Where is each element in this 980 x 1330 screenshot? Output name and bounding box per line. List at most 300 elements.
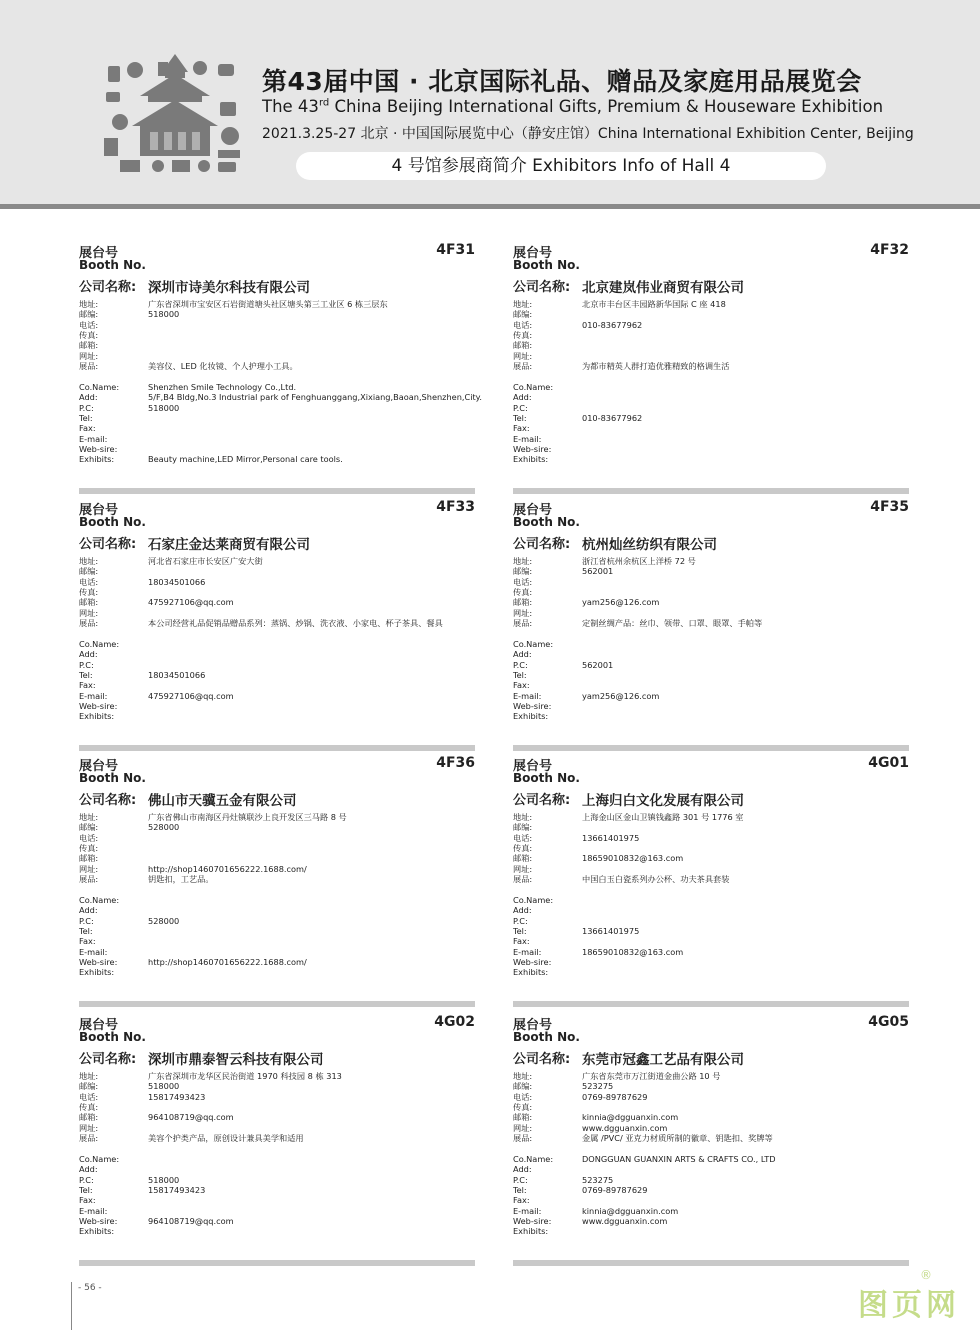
field-label: Exhibits: <box>79 967 115 978</box>
field-label: 网址: <box>513 1122 533 1133</box>
field-value: 518000 <box>148 1174 180 1185</box>
info-row-exhibits <box>513 618 909 628</box>
field-value: 5/F,B4 Bldg,No.3 Industrial park of Fenghuanggang,Xixiang,Baoan,Shenzhen,City. <box>148 392 482 403</box>
field-label: 地址: <box>513 556 533 566</box>
booth-label-en: Booth No. <box>79 258 146 272</box>
field-label: 展品: <box>513 1132 533 1143</box>
field-label: 展品: <box>79 873 99 884</box>
field-label: P.C: <box>513 402 528 413</box>
info-row-co-name <box>513 1154 909 1164</box>
info-row-fax-en <box>79 423 475 433</box>
info-row-web <box>79 351 475 361</box>
booth-number: 4G01 <box>868 755 909 771</box>
field-value: 为都市精英人群打造优雅精致的格调生活 <box>582 360 730 371</box>
field-label: 电话: <box>513 832 533 843</box>
exhibitor-card <box>513 755 909 1007</box>
info-row-tel <box>513 320 909 330</box>
booth-number: 4F36 <box>436 755 475 771</box>
info-row-fax <box>513 587 909 597</box>
info-row-tel <box>513 833 909 843</box>
booth-label-cn: 展台号 <box>79 503 119 518</box>
field-value: Shenzhen Smile Technology Co.,Ltd. <box>148 382 297 392</box>
info-row-pc <box>79 403 475 413</box>
field-value: 广东省东莞市万江街道金曲公路 10 号 <box>582 1071 721 1081</box>
info-row-fax-en <box>79 1195 475 1205</box>
field-value: 010-83677962 <box>582 412 643 423</box>
info-row-tel-en <box>513 926 909 936</box>
page-number: - 56 - <box>78 1283 102 1293</box>
info-row-tel-en <box>79 926 475 936</box>
info-row-addr <box>513 556 909 566</box>
field-value: 金属 /PVC/ 亚克力材质所制的徽章、钥匙扣、奖牌等 <box>582 1132 773 1143</box>
info-row-email-en <box>79 434 475 444</box>
info-row-web-en <box>79 444 475 454</box>
field-label: 邮编: <box>513 822 533 833</box>
field-label: 电话: <box>79 576 99 587</box>
company-name: 石家庄金达莱商贸有限公司 <box>148 537 310 553</box>
booth-number: 4F35 <box>870 499 909 515</box>
info-row-exhibits-en <box>79 711 475 721</box>
info-row-pc <box>79 660 475 670</box>
info-row-web-en <box>79 957 475 967</box>
field-label: 地址: <box>513 299 533 309</box>
field-label: E-mail: <box>513 690 542 701</box>
booth-label-en: Booth No. <box>513 1030 580 1044</box>
field-label: E-mail: <box>513 433 542 444</box>
info-row-email <box>79 1112 475 1122</box>
info-row-email <box>79 340 475 350</box>
field-label: 展品: <box>513 360 533 371</box>
exhibitor-card <box>79 242 482 494</box>
info-row-tel-en <box>79 670 475 680</box>
field-label: P.C: <box>79 1174 94 1185</box>
field-value: 上海金山区金山卫镇钱鑫路 301 号 1776 室 <box>582 812 744 822</box>
info-row-tel-en <box>513 670 909 680</box>
info-row-web <box>79 608 475 618</box>
field-label: 传真: <box>513 329 533 340</box>
field-label: Co.Name: <box>513 1154 554 1164</box>
field-label: Tel: <box>79 669 93 680</box>
company-name: 上海归白文化发展有限公司 <box>582 793 744 809</box>
field-label: Add: <box>513 1164 532 1175</box>
field-label: Fax: <box>79 936 96 947</box>
field-value: yam256@126.com <box>582 690 660 701</box>
info-row-addr <box>79 299 475 309</box>
card-divider <box>79 745 475 751</box>
info-row-exhibits-en <box>513 1226 909 1236</box>
field-label: P.C: <box>79 659 94 670</box>
info-row-exhibits-en <box>513 967 909 977</box>
info-row-web-en <box>513 957 909 967</box>
field-value: 本公司经营礼品促销品赠品系列：蒸锅、炒锅、洗衣液、小家电、杯子茶具、餐具 <box>148 617 443 628</box>
card-divider <box>513 1001 909 1007</box>
info-row-add <box>79 1164 475 1174</box>
info-row-add <box>513 649 909 659</box>
info-row-exhibits-en <box>513 454 909 464</box>
field-label: Co.Name: <box>79 382 120 392</box>
info-row-pc <box>79 916 475 926</box>
exhibitor-card <box>513 242 909 494</box>
field-label: Tel: <box>513 1184 527 1195</box>
field-label: Exhibits: <box>513 1226 549 1237</box>
booth-label-en: Booth No. <box>79 771 146 785</box>
info-row-email-en <box>79 1206 475 1216</box>
info-row-fax <box>513 843 909 853</box>
info-row-web <box>513 608 909 618</box>
field-label: Web-sire: <box>79 1215 118 1226</box>
info-row-addr <box>79 556 475 566</box>
field-label: 传真: <box>513 842 533 853</box>
field-label: E-mail: <box>79 946 108 957</box>
card-divider <box>513 488 909 494</box>
field-value: 964108719@qq.com <box>148 1112 234 1123</box>
field-label: 网址: <box>513 607 533 618</box>
info-row-fax <box>79 843 475 853</box>
field-value: 北京市丰台区丰园路新华国际 C 座 418 <box>582 299 726 309</box>
company-name: 深圳市鼎泰智云科技有限公司 <box>148 1052 324 1068</box>
info-row-tel <box>79 833 475 843</box>
watermark-logo: 图页网 <box>858 1288 960 1323</box>
field-label: Fax: <box>79 680 96 691</box>
field-label: 邮编: <box>79 309 99 320</box>
field-label: Co.Name: <box>513 639 554 649</box>
field-value: 475927106@qq.com <box>148 597 234 608</box>
field-label: 邮箱: <box>79 597 99 608</box>
company-name: 杭州灿丝纺织有限公司 <box>582 537 717 553</box>
field-label: Co.Name: <box>513 895 554 905</box>
info-row-fax-en <box>513 680 909 690</box>
field-label: Exhibits: <box>513 454 549 465</box>
info-row-exhibits-en <box>513 711 909 721</box>
field-label: Exhibits: <box>513 967 549 978</box>
field-label: Co.Name: <box>79 895 120 905</box>
info-row-co-name <box>79 382 475 392</box>
field-label: 邮编: <box>513 566 533 577</box>
info-row-co-name <box>513 639 909 649</box>
info-row-email <box>513 340 909 350</box>
field-value: Beauty machine,LED Mirror,Personal care tools. <box>148 454 343 465</box>
booth-number: 4G05 <box>868 1014 909 1030</box>
field-label: Web-sire: <box>513 700 552 711</box>
field-label: P.C: <box>79 915 94 926</box>
field-value: 0769-89787629 <box>582 1184 648 1195</box>
info-row-post <box>79 309 475 319</box>
field-value: 广东省深圳市龙华区民治街道 1970 科技园 8 栋 313 <box>148 1071 342 1081</box>
info-row-addr <box>513 299 909 309</box>
header-divider <box>0 204 980 209</box>
booth-number: 4F33 <box>436 499 475 515</box>
field-value: 15817493423 <box>148 1184 206 1195</box>
exhibitor-card <box>513 1014 909 1266</box>
field-value: 518000 <box>148 1081 180 1092</box>
field-value: 010-83677962 <box>582 319 643 330</box>
info-row-addr <box>79 1071 475 1081</box>
field-label: Fax: <box>513 1195 530 1206</box>
field-value: 15817493423 <box>148 1091 206 1102</box>
field-label: 网址: <box>79 350 99 361</box>
booth-label-cn: 展台号 <box>513 1018 553 1033</box>
info-row-exhibits-en <box>79 1226 475 1236</box>
field-label: 邮箱: <box>79 853 99 864</box>
exhibitor-card <box>513 499 909 751</box>
field-label: Add: <box>79 1164 98 1175</box>
info-row-tel <box>513 577 909 587</box>
exhibition-title-en: The 43rd China Beijing International Gifts, Premium & Houseware Exhibition <box>262 97 884 116</box>
info-row-email-en <box>513 691 909 701</box>
info-row-pc <box>513 660 909 670</box>
field-value: 定制丝绸产品：丝巾、领带、口罩、眼罩、手帕等 <box>582 617 763 628</box>
field-label: P.C: <box>79 402 94 413</box>
info-row-email <box>513 1112 909 1122</box>
field-value: 562001 <box>582 566 614 577</box>
info-row-exhibits <box>79 361 475 371</box>
booth-label-cn: 展台号 <box>513 246 553 261</box>
info-row-web-en <box>513 444 909 454</box>
company-label: 公司名称: <box>513 1052 571 1067</box>
card-divider <box>513 745 909 751</box>
field-label: Fax: <box>513 423 530 434</box>
field-label: 网址: <box>79 607 99 618</box>
company-label: 公司名称: <box>79 537 137 552</box>
info-row-add <box>79 905 475 915</box>
hall-title-bar: 4 号馆参展商简介 Exhibitors Info of Hall 4 <box>296 152 826 180</box>
card-divider <box>513 1260 909 1266</box>
info-row-add <box>79 392 482 403</box>
info-row-fax <box>79 330 475 340</box>
field-value: 河北省石家庄市长安区广安大街 <box>148 556 263 566</box>
field-label: P.C: <box>513 915 528 926</box>
info-row-exhibits-en <box>79 967 475 977</box>
field-label: 网址: <box>79 1122 99 1133</box>
info-row-email-en <box>513 434 909 444</box>
field-label: P.C: <box>513 659 528 670</box>
field-label: Exhibits: <box>79 711 115 722</box>
booth-label-en: Booth No. <box>513 771 580 785</box>
registered-mark: ® <box>920 1268 932 1282</box>
field-label: Tel: <box>79 925 93 936</box>
field-value: 964108719@qq.com <box>148 1215 234 1226</box>
field-label: E-mail: <box>79 433 108 444</box>
company-label: 公司名称: <box>79 280 137 295</box>
field-label: E-mail: <box>513 1205 542 1216</box>
field-value: 518000 <box>148 402 180 413</box>
field-value: 528000 <box>148 822 180 833</box>
page-number-rule <box>71 1282 72 1330</box>
field-label: Web-sire: <box>513 443 552 454</box>
info-row-add <box>513 392 909 402</box>
info-row-email <box>513 853 909 863</box>
info-row-email-en <box>79 947 475 957</box>
field-label: 展品: <box>513 873 533 884</box>
field-label: 邮箱: <box>79 1112 99 1123</box>
info-row-fax <box>513 1102 909 1112</box>
booth-label-en: Booth No. <box>513 515 580 529</box>
field-label: Web-sire: <box>79 956 118 967</box>
company-name: 北京建岚伟业商贸有限公司 <box>582 280 744 296</box>
field-label: Tel: <box>513 412 527 423</box>
exhibitor-card <box>79 755 475 1007</box>
booth-label-cn: 展台号 <box>513 503 553 518</box>
field-value: http://shop1460701656222.1688.com/ <box>148 956 307 967</box>
field-label: 邮箱: <box>513 1112 533 1123</box>
field-value: 0769-89787629 <box>582 1091 648 1102</box>
info-row-post <box>79 822 475 832</box>
info-row-email-en <box>79 691 475 701</box>
info-row-web <box>513 864 909 874</box>
info-row-web <box>513 1123 909 1133</box>
info-row-web <box>79 1123 475 1133</box>
field-label: 电话: <box>79 1091 99 1102</box>
field-label: 展品: <box>513 617 533 628</box>
field-value: yam256@126.com <box>582 597 660 608</box>
info-row-fax-en <box>513 1195 909 1205</box>
field-label: Tel: <box>513 669 527 680</box>
field-label: 邮箱: <box>513 853 533 864</box>
field-label: 网址: <box>513 863 533 874</box>
booth-label-cn: 展台号 <box>79 1018 119 1033</box>
exhibitor-card <box>79 1014 475 1266</box>
exhibition-date-venue: 2021.3.25-27 北京 · 中国国际展览中心（静安庄馆）China International Exhibition Center, Beijing <box>262 126 914 142</box>
field-value: www.dgguanxin.com <box>582 1215 668 1226</box>
info-row-co-name <box>79 895 475 905</box>
field-label: 地址: <box>79 812 99 822</box>
field-value: 18659010832@163.com <box>582 853 684 864</box>
info-row-exhibits <box>513 1133 909 1143</box>
field-label: 邮编: <box>513 309 533 320</box>
info-row-addr <box>513 1071 909 1081</box>
info-row-co-name <box>513 382 909 392</box>
field-label: 传真: <box>79 329 99 340</box>
info-row-exhibits <box>79 1133 475 1143</box>
company-label: 公司名称: <box>513 793 571 808</box>
booth-number: 4F32 <box>870 242 909 258</box>
field-label: 地址: <box>513 1071 533 1081</box>
field-value: 523275 <box>582 1174 614 1185</box>
field-label: Add: <box>79 905 98 916</box>
field-label: Add: <box>513 392 532 403</box>
field-label: Tel: <box>513 925 527 936</box>
info-row-post <box>513 566 909 576</box>
info-row-fax <box>79 1102 475 1112</box>
field-label: 地址: <box>79 1071 99 1081</box>
field-label: Co.Name: <box>79 1154 120 1164</box>
field-label: 传真: <box>513 586 533 597</box>
info-row-exhibits <box>513 874 909 884</box>
field-value: 18034501066 <box>148 576 206 587</box>
exhibition-title-cn: 第43届中国 · 北京国际礼品、赠品及家庭用品展览会 <box>262 67 862 96</box>
info-row-email <box>79 597 475 607</box>
info-row-fax-en <box>79 936 475 946</box>
field-value: 18659010832@163.com <box>582 946 684 957</box>
info-row-tel-en <box>513 1185 909 1195</box>
info-row-email-en <box>513 947 909 957</box>
card-divider <box>79 1001 475 1007</box>
exhibitor-card <box>79 499 475 751</box>
field-label: Add: <box>79 649 98 660</box>
field-label: Fax: <box>79 423 96 434</box>
field-label: E-mail: <box>79 1205 108 1216</box>
info-row-exhibits-en <box>79 454 475 464</box>
field-value: 518000 <box>148 309 180 320</box>
field-value: 13661401975 <box>582 925 640 936</box>
field-value: kinnia@dgguanxin.com <box>582 1112 679 1123</box>
field-label: Add: <box>513 905 532 916</box>
info-row-fax-en <box>513 936 909 946</box>
info-row-co-name <box>513 895 909 905</box>
info-row-web-en <box>79 1216 475 1226</box>
field-value: http://shop1460701656222.1688.com/ <box>148 863 307 874</box>
company-name: 佛山市天骥五金有限公司 <box>148 793 297 809</box>
field-value: 13661401975 <box>582 832 640 843</box>
booth-label-en: Booth No. <box>513 258 580 272</box>
info-row-addr <box>513 812 909 822</box>
field-label: Fax: <box>513 680 530 691</box>
field-label: 邮箱: <box>513 340 533 351</box>
info-row-web-en <box>513 1216 909 1226</box>
field-label: Tel: <box>79 1184 93 1195</box>
info-row-tel <box>79 1092 475 1102</box>
field-value: 美容仪、LED 化妆镜、个人护理小工具。 <box>148 360 298 371</box>
field-label: 邮箱: <box>513 597 533 608</box>
field-label: 地址: <box>79 556 99 566</box>
booth-label-en: Booth No. <box>79 515 146 529</box>
field-label: 展品: <box>79 617 99 628</box>
field-label: 展品: <box>79 1132 99 1143</box>
company-name: 深圳市诗美尔科技有限公司 <box>148 280 310 296</box>
field-label: 邮编: <box>79 566 99 577</box>
info-row-add <box>513 905 909 915</box>
card-divider <box>79 1260 475 1266</box>
info-row-fax-en <box>79 680 475 690</box>
field-label: 传真: <box>79 842 99 853</box>
field-label: 传真: <box>79 1101 99 1112</box>
company-label: 公司名称: <box>79 1052 137 1067</box>
field-label: Exhibits: <box>79 454 115 465</box>
field-value: 钥匙扣，工艺品。 <box>148 873 214 884</box>
info-row-tel <box>79 577 475 587</box>
field-label: 电话: <box>79 832 99 843</box>
field-value: 浙江省杭州余杭区上洋桥 72 号 <box>582 556 696 566</box>
field-label: 电话: <box>79 319 99 330</box>
field-label: 邮箱: <box>79 340 99 351</box>
field-value: DONGGUAN GUANXIN ARTS & CRAFTS CO., LTD <box>582 1154 776 1164</box>
field-label: P.C: <box>513 1174 528 1185</box>
field-label: 地址: <box>513 812 533 822</box>
field-label: Fax: <box>513 936 530 947</box>
field-label: 展品: <box>79 360 99 371</box>
field-label: Co.Name: <box>79 639 120 649</box>
info-row-fax <box>79 587 475 597</box>
field-value: 美容个护类产品，原创设计兼具美学和适用 <box>148 1132 304 1143</box>
field-label: Fax: <box>79 1195 96 1206</box>
booth-label-cn: 展台号 <box>79 759 119 774</box>
field-value: 528000 <box>148 915 180 926</box>
field-value: www.dgguanxin.com <box>582 1122 668 1133</box>
field-value: kinnia@dgguanxin.com <box>582 1205 679 1216</box>
info-row-tel-en <box>79 413 475 423</box>
card-divider <box>79 488 475 494</box>
booth-number: 4G02 <box>434 1014 475 1030</box>
field-label: 网址: <box>513 350 533 361</box>
field-label: Co.Name: <box>513 382 554 392</box>
field-label: E-mail: <box>513 946 542 957</box>
field-label: E-mail: <box>79 690 108 701</box>
info-row-exhibits <box>513 361 909 371</box>
info-row-pc <box>513 1175 909 1185</box>
company-label: 公司名称: <box>513 280 571 295</box>
info-row-web <box>513 351 909 361</box>
field-value: 中国白玉白瓷系列办公杯、功夫茶具套装 <box>582 873 730 884</box>
